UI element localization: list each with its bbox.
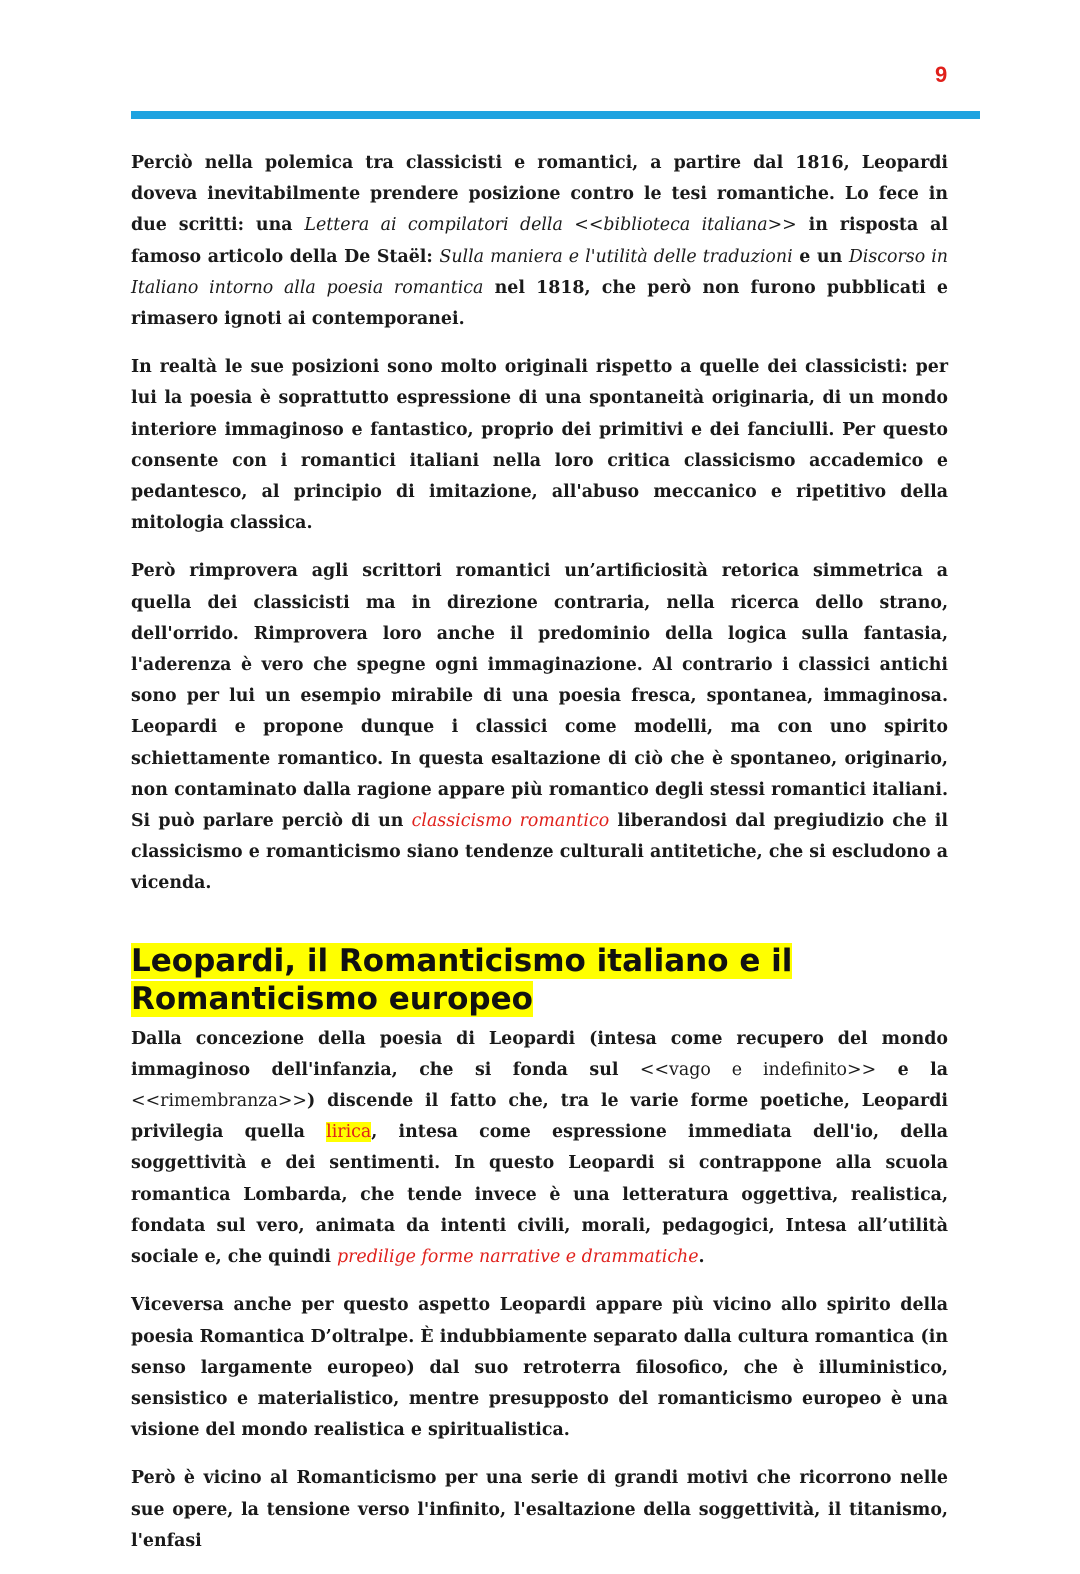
p1-text-g: nel 1818, che però non furono pubblicati e rimasero ignoti ai contemporanei. (131, 277, 948, 330)
paragraph-4 (131, 1024, 948, 1274)
p4-text-a: Dalla concezione della poesia di Leopardi (intesa come recupero del mondo immaginoso dell'infanzia, che si fonda sul (131, 1028, 948, 1080)
header-rule (131, 111, 980, 119)
p4-emphasis-predilige: predilige forme narrative e drammatiche (336, 1247, 699, 1268)
p1-title-lettera: Lettera ai compilatori della <<biblioteca italiana>> (304, 215, 797, 236)
paragraph-6: Però è vicino al Romanticismo per una serie di grandi motivi che ricorrono nelle sue opere, la tensione verso l'infinito, l'esaltazione della soggettività, il titanismo, l'enfasi (131, 1468, 948, 1551)
document-body (131, 148, 948, 1574)
paragraph-5: Viceversa anche per questo aspetto Leopardi appare più vicino allo spirito della poesia Romantica D’oltralpe. È indubbiamente separato dalla cultura romantica (in senso largamente europeo) dal suo retroterra filosofico, che è illuministico, sensistico e materialistico, mentre presupposto del romanticismo europeo è una visione del mondo realistica e spiritualistica. (131, 1295, 948, 1441)
paragraph-1 (131, 148, 948, 335)
heading-line-1: Leopardi, il Romanticismo italiano e il (131, 942, 793, 979)
p3-emphasis-classicismo-romantico: classicismo romantico (411, 811, 610, 832)
p4-text-g: , intesa come espressione immediata dell'io, della soggettività e dei sentimenti. In questo Leopardi si contrappone alla scuola romantica Lombarda, che tende invece è una letteratura oggettiva, realistica, fondata sul vero, animata da intenti civili, morali, pedagogici, Intesa all’utilità sociale e, che quindi (131, 1122, 949, 1268)
p3-text-a: Però rimprovera agli scrittori romantici un’artificiosità retorica simmetrica a quella dei classicisti ma in direzione contraria, nella ricerca dello strano, dell'orrido. Rimprovera loro anche il predominio della logica sulla fantasia, l'aderenza è vero che spegne ogni immaginazione. Al contrario i classici antichi sono per lui un esempio mirabile di una poesia fresca, spontanea, immaginosa. Leopardi e propone dunque i classici come modelli, ma con uno spirito schiettamente romantico. In questa esaltazione di ciò che è spontaneo, originario, non contaminato dalla ragione appare più romantico degli stessi romantici italiani. Si può parlare perciò di un (131, 561, 948, 832)
p1-title-discorso: Discorso in Italiano intorno alla poesia romantica (131, 246, 948, 298)
paragraph-3 (131, 556, 948, 899)
p4-highlight-lirica: lirica (326, 1122, 372, 1143)
paragraph-2: In realtà le sue posizioni sono molto originali rispetto a quelle dei classicisti: per lui la poesia è soprattutto espressione di una spontaneità originaria, di un mondo interiore immaginoso e fantastico, proprio dei primitivi e dei fanciulli. Per questo consente con i romantici italiani nella loro critica classicismo accademico e pedantesco, al principio di imitazione, all'abuso meccanico e ripetitivo della mitologia classica. (131, 357, 948, 534)
p1-text-a: Perciò nella polemica tra classicisti e romantici, a partire dal 1816, Leopardi doveva inevitabilmente prendere posizione contro le tesi romantiche. Lo fece in due scritti: una (131, 153, 948, 236)
p4-text-i: . (698, 1247, 705, 1268)
page-number: 9 (935, 62, 948, 87)
heading-line-2: Romanticismo europeo (131, 980, 533, 1017)
p4-quote-vago: <<vago e indefinito>> (639, 1059, 877, 1080)
p1-title-sulla-maniera: Sulla maniera e l'utilità delle traduzioni (439, 246, 793, 267)
p3-text-c: liberandosi dal pregiudizio che il classicismo e romanticismo siano tendenze culturali antitetiche, che si escludono a vicenda. (131, 811, 948, 894)
p4-text-c: e la (876, 1059, 948, 1080)
p1-text-c: in risposta al famoso articolo della De Staël: (131, 215, 948, 267)
p1-text-e: e un (792, 246, 849, 267)
section-heading (131, 942, 948, 1018)
p4-text-e: ) discende il fatto che, tra le varie forme poetiche, Leopardi privilegia quella (131, 1091, 948, 1143)
p4-quote-rimembranza: <<rimembranza>> (131, 1091, 307, 1112)
